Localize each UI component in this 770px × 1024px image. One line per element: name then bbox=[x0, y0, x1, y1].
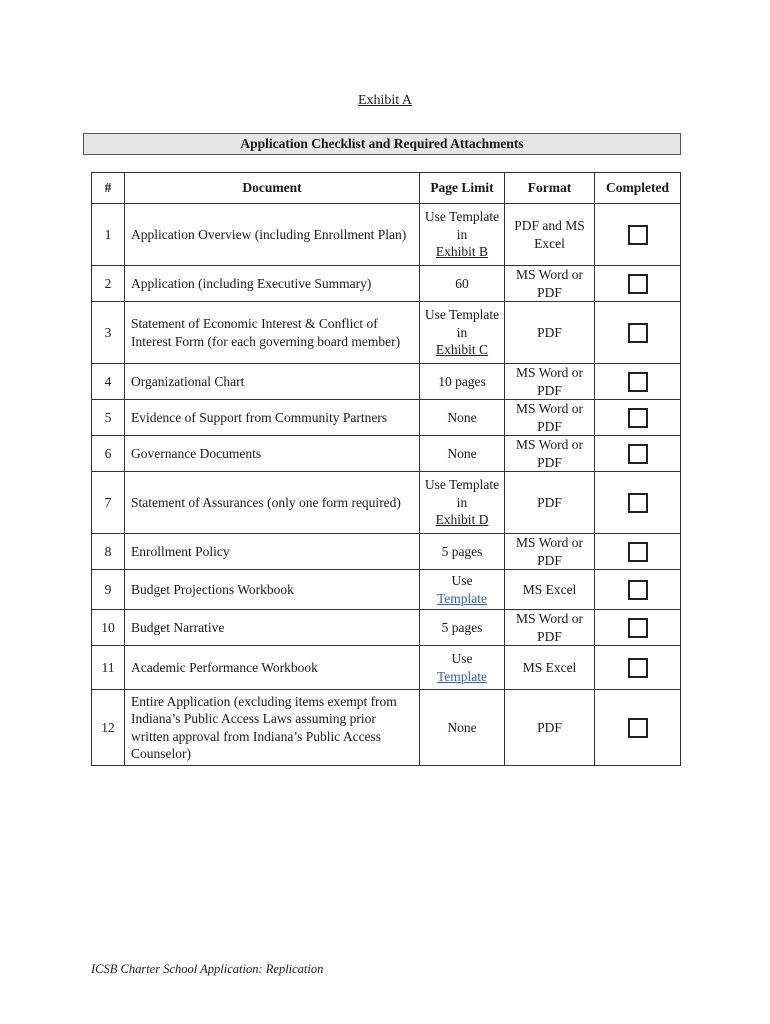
row-page-limit bbox=[420, 204, 505, 266]
checklist-banner: Application Checklist and Required Attachments bbox=[83, 133, 681, 155]
row-page-limit bbox=[420, 436, 505, 472]
row-document: Statement of Economic Interest & Conflict of Interest Form (for each governing board member) bbox=[125, 302, 420, 364]
row-completed bbox=[595, 472, 681, 534]
completed-checkbox[interactable] bbox=[628, 274, 648, 294]
row-format: MS Word or PDF bbox=[505, 364, 595, 400]
completed-checkbox[interactable] bbox=[628, 225, 648, 245]
row-number: 5 bbox=[92, 400, 125, 436]
row-format: PDF bbox=[505, 472, 595, 534]
row-page-limit bbox=[420, 472, 505, 534]
row-document: Application (including Executive Summary) bbox=[125, 266, 420, 302]
template-link[interactable]: Template bbox=[436, 668, 488, 684]
completed-checkbox[interactable] bbox=[628, 618, 648, 638]
row-number: 6 bbox=[92, 436, 125, 472]
row-number: 8 bbox=[92, 534, 125, 570]
row-document: Budget Projections Workbook bbox=[125, 570, 420, 610]
row-page-limit bbox=[420, 610, 505, 646]
table-row bbox=[92, 570, 681, 610]
row-completed bbox=[595, 436, 681, 472]
row-document: Governance Documents bbox=[125, 436, 420, 472]
row-document: Organizational Chart bbox=[125, 364, 420, 400]
page-limit-text: Use Template in bbox=[424, 307, 500, 340]
row-page-limit bbox=[420, 266, 505, 302]
page-limit-text: Use Template in bbox=[424, 209, 500, 242]
completed-checkbox[interactable] bbox=[628, 444, 648, 464]
row-format: MS Excel bbox=[505, 570, 595, 610]
row-number: 12 bbox=[92, 690, 125, 766]
row-completed bbox=[595, 364, 681, 400]
row-number: 2 bbox=[92, 266, 125, 302]
row-completed bbox=[595, 400, 681, 436]
table-row bbox=[92, 266, 681, 302]
header-completed: Completed bbox=[595, 173, 681, 204]
page-limit-text: 5 pages bbox=[441, 543, 483, 559]
exhibit-reference: Exhibit D bbox=[435, 512, 489, 528]
row-page-limit bbox=[420, 400, 505, 436]
row-format: MS Word or PDF bbox=[505, 436, 595, 472]
row-completed bbox=[595, 302, 681, 364]
page-footer: ICSB Charter School Application: Replication bbox=[91, 962, 324, 976]
completed-checkbox[interactable] bbox=[628, 658, 648, 678]
row-page-limit bbox=[420, 570, 505, 610]
table-row bbox=[92, 610, 681, 646]
row-page-limit bbox=[420, 646, 505, 690]
header-format: Format bbox=[505, 173, 595, 204]
completed-checkbox[interactable] bbox=[628, 718, 648, 738]
template-link[interactable]: Template bbox=[436, 590, 488, 606]
row-page-limit bbox=[420, 534, 505, 570]
header-document: Document bbox=[125, 173, 420, 204]
row-format: MS Word or PDF bbox=[505, 400, 595, 436]
page-limit-text: 10 pages bbox=[438, 373, 486, 389]
row-document: Application Overview (including Enrollment Plan) bbox=[125, 204, 420, 266]
completed-checkbox[interactable] bbox=[628, 408, 648, 428]
row-number: 1 bbox=[92, 204, 125, 266]
header-page-limit: Page Limit bbox=[420, 173, 505, 204]
checklist-table bbox=[91, 172, 681, 766]
row-completed bbox=[595, 646, 681, 690]
completed-checkbox[interactable] bbox=[628, 542, 648, 562]
row-page-limit bbox=[420, 302, 505, 364]
row-completed bbox=[595, 204, 681, 266]
row-format: MS Excel bbox=[505, 646, 595, 690]
row-document: Academic Performance Workbook bbox=[125, 646, 420, 690]
row-format: PDF bbox=[505, 690, 595, 766]
row-number: 3 bbox=[92, 302, 125, 364]
row-page-limit bbox=[420, 364, 505, 400]
exhibit-reference: Exhibit B bbox=[435, 244, 489, 260]
table-row bbox=[92, 204, 681, 266]
table-row bbox=[92, 436, 681, 472]
row-page-limit bbox=[420, 690, 505, 766]
row-document: Budget Narrative bbox=[125, 610, 420, 646]
row-completed bbox=[595, 534, 681, 570]
row-completed bbox=[595, 610, 681, 646]
table-row bbox=[92, 690, 681, 766]
page-limit-text: 5 pages bbox=[441, 619, 483, 635]
page-limit-text: Use Template in bbox=[424, 477, 500, 510]
row-format: MS Word or PDF bbox=[505, 266, 595, 302]
row-completed bbox=[595, 266, 681, 302]
page-limit-text: None bbox=[447, 719, 477, 735]
row-document: Entire Application (excluding items exempt from Indiana’s Public Access Laws assuming prior written approval from Indiana’s Public Access Counselor) bbox=[125, 690, 420, 766]
table-row bbox=[92, 534, 681, 570]
row-document: Evidence of Support from Community Partners bbox=[125, 400, 420, 436]
row-document: Statement of Assurances (only one form required) bbox=[125, 472, 420, 534]
completed-checkbox[interactable] bbox=[628, 493, 648, 513]
row-number: 9 bbox=[92, 570, 125, 610]
page-limit-text: Use bbox=[451, 573, 473, 588]
table-row bbox=[92, 364, 681, 400]
table-row bbox=[92, 472, 681, 534]
completed-checkbox[interactable] bbox=[628, 372, 648, 392]
completed-checkbox[interactable] bbox=[628, 580, 648, 600]
table-row bbox=[92, 400, 681, 436]
row-number: 4 bbox=[92, 364, 125, 400]
table-row bbox=[92, 646, 681, 690]
row-document: Enrollment Policy bbox=[125, 534, 420, 570]
row-completed bbox=[595, 570, 681, 610]
row-number: 7 bbox=[92, 472, 125, 534]
row-format: PDF and MS Excel bbox=[505, 204, 595, 266]
page-limit-text: Use bbox=[451, 651, 473, 666]
row-format: MS Word or PDF bbox=[505, 534, 595, 570]
row-format: PDF bbox=[505, 302, 595, 364]
row-completed bbox=[595, 690, 681, 766]
header-number: # bbox=[92, 173, 125, 204]
page-limit-text: 60 bbox=[455, 275, 469, 291]
row-format: MS Word or PDF bbox=[505, 610, 595, 646]
exhibit-reference: Exhibit C bbox=[435, 342, 489, 358]
row-number: 11 bbox=[92, 646, 125, 690]
table-header-row bbox=[92, 173, 681, 204]
exhibit-title: Exhibit A bbox=[357, 93, 413, 108]
page-limit-text: None bbox=[447, 409, 477, 425]
page-limit-text: None bbox=[447, 445, 477, 461]
table-row bbox=[92, 302, 681, 364]
row-number: 10 bbox=[92, 610, 125, 646]
completed-checkbox[interactable] bbox=[628, 323, 648, 343]
